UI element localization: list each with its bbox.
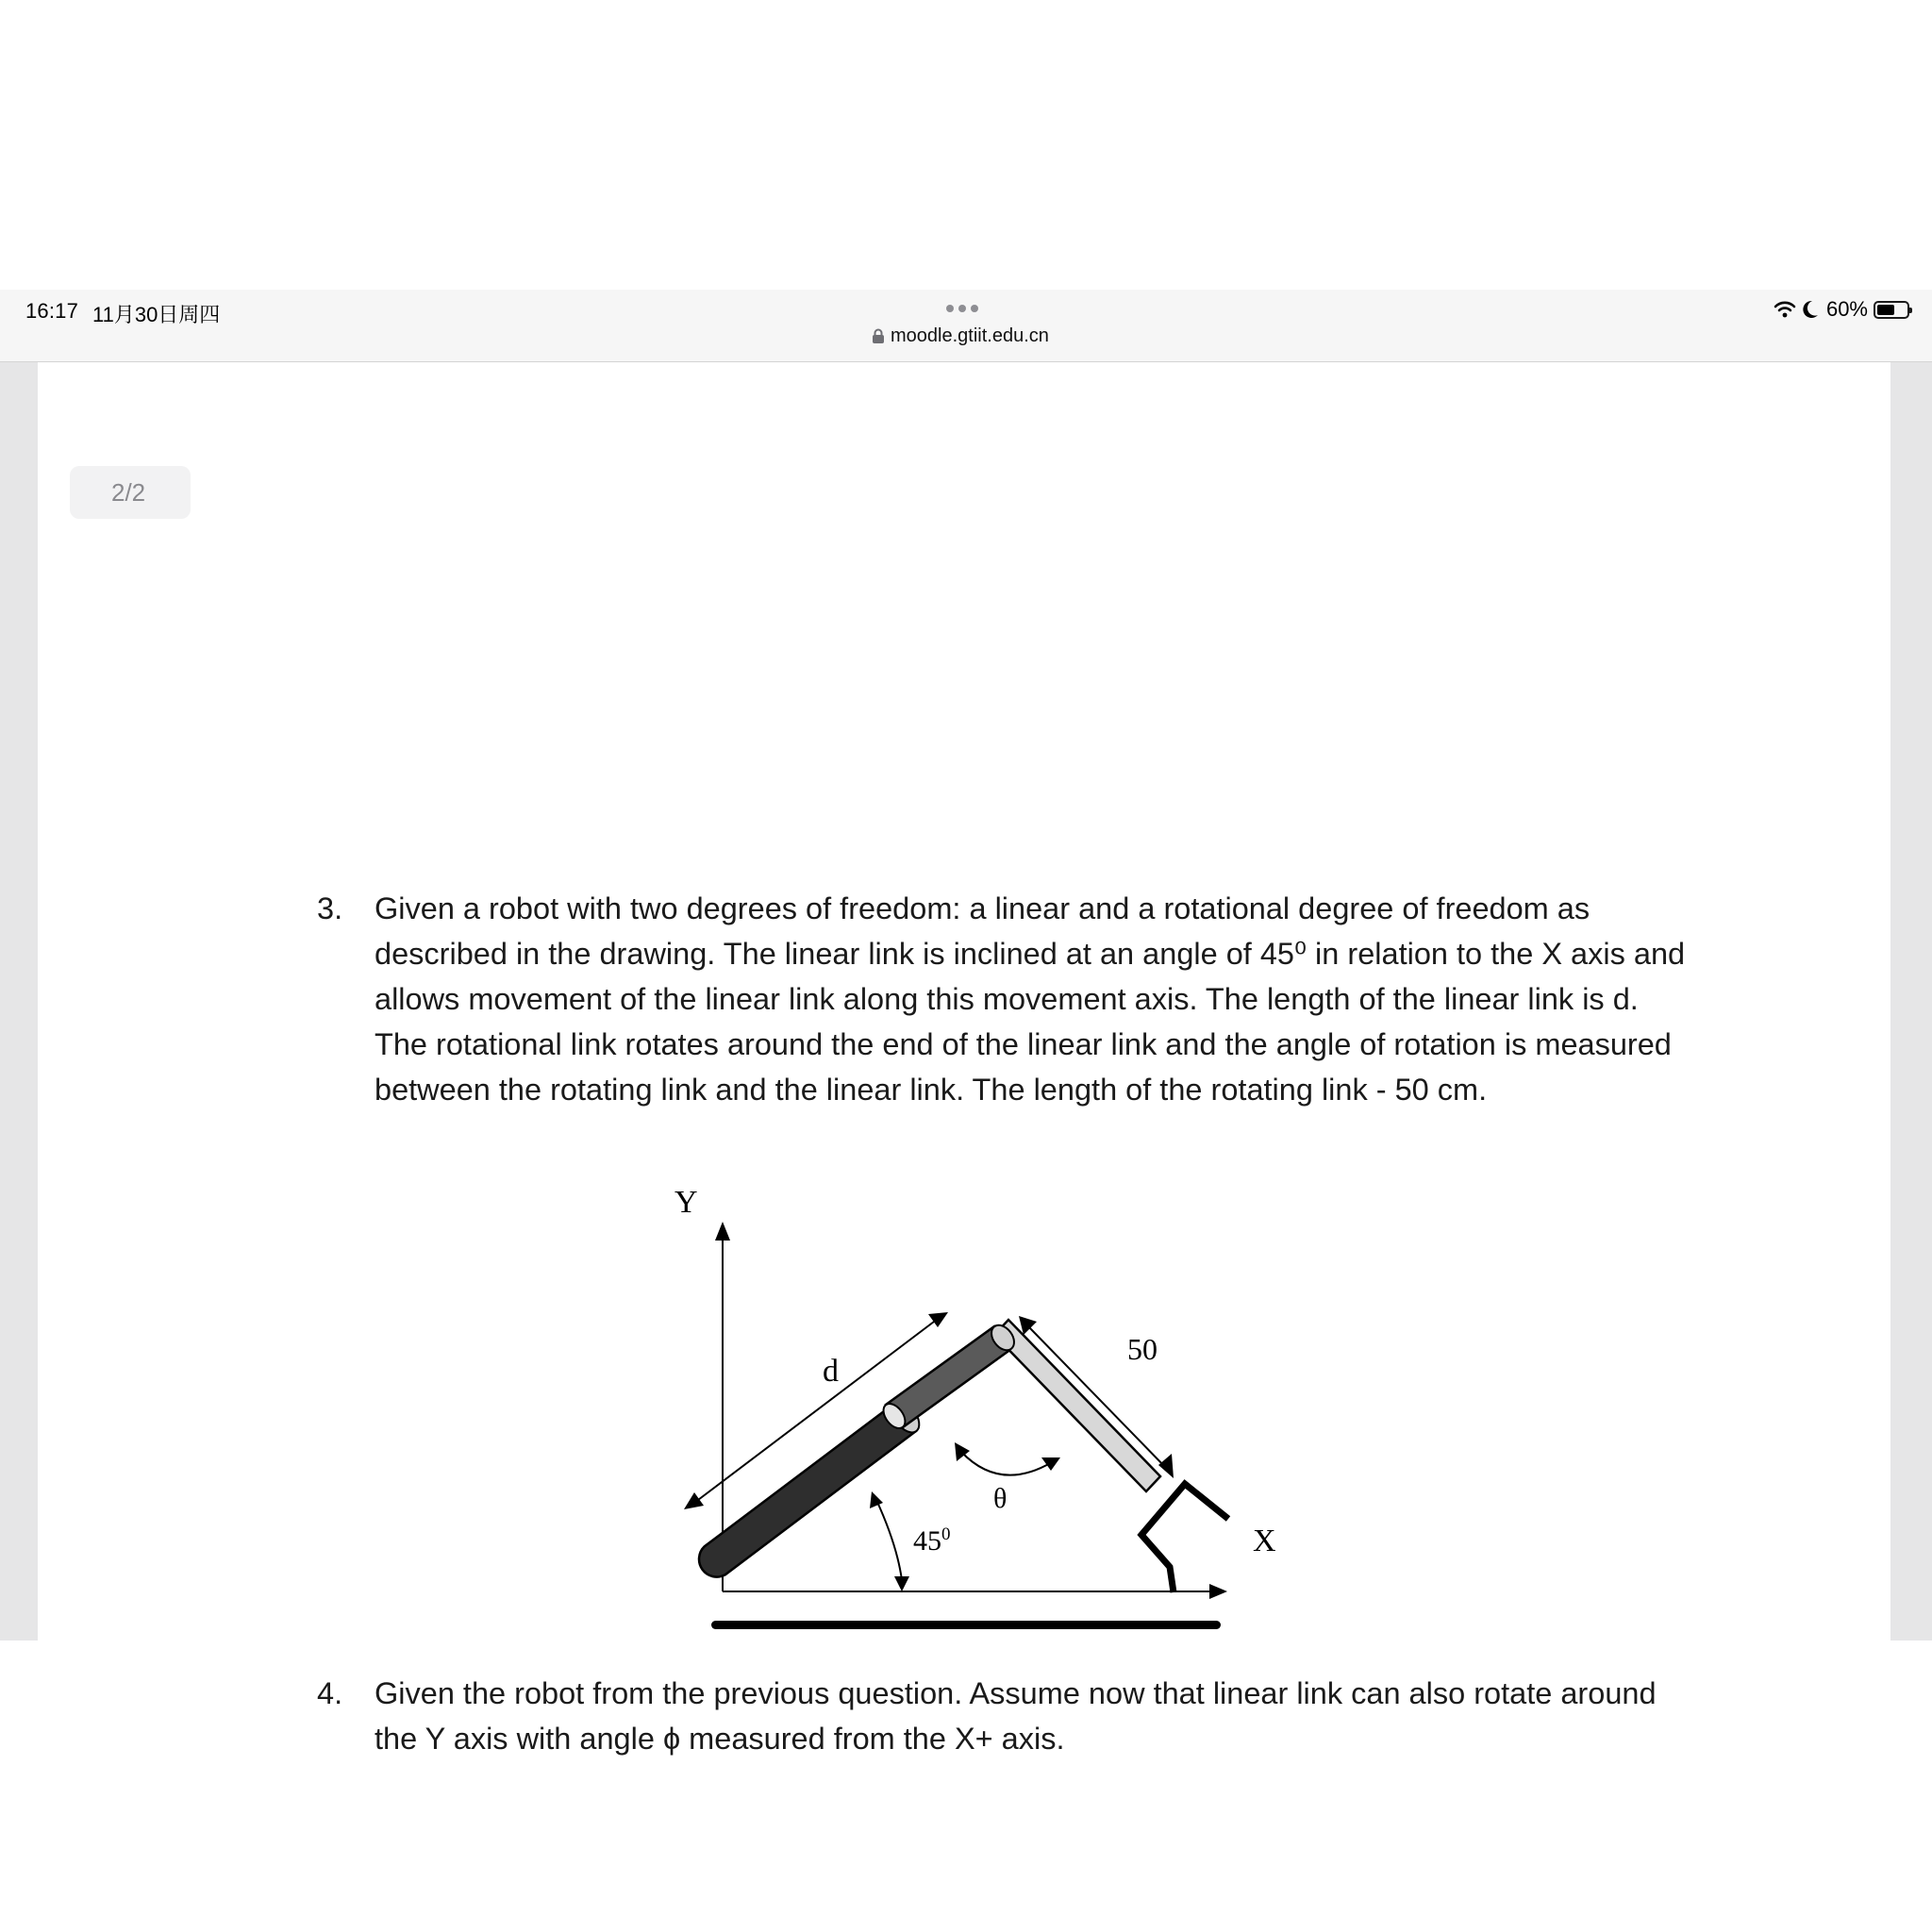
battery-percentage: 60%: [1825, 297, 1868, 321]
question-text: Given a robot with two degrees of freedom: a linear and a rotational degree of freedom as described in the drawing. The linear link is inclined at an angle of 45⁰ in relation to the X axis and allows movement of the linear link along this movement axis. The length of the linear link is d. The rotational link rotates around the end of the linear link and the angle of rotation is measured between the rotating link and the linear link. The length of the rotating link - 50 cm.: [375, 891, 1686, 1107]
d-label: d: [823, 1354, 839, 1389]
question-number: 4.: [317, 1676, 343, 1710]
status-date: 11月30日周四: [92, 303, 221, 326]
lock-icon: [872, 328, 885, 344]
gripper: [1141, 1484, 1228, 1592]
theta-label: θ: [993, 1483, 1008, 1514]
angle-arc: [870, 1491, 909, 1591]
battery-fill: [1877, 305, 1894, 315]
ipad-screen: [0, 290, 1932, 1756]
x-axis-label: X: [1253, 1524, 1276, 1558]
length-label: 50: [1127, 1332, 1158, 1366]
linear-link-extension: [879, 1326, 1011, 1432]
y-axis-label: Y: [675, 1185, 698, 1220]
robot-diagram: [641, 1184, 1283, 1618]
address-bar[interactable]: [872, 325, 1049, 347]
url-text: moodle.gtiit.edu.cn: [891, 325, 1049, 346]
wifi-icon: [1774, 301, 1796, 318]
question-text: Given the robot from the previous question. Assume now that linear link can also rotate around the Y axis with angle ϕ measured from the X+ axis.: [375, 1676, 1657, 1756]
moon-icon: [1802, 300, 1819, 319]
angle-label: $45^0$: [913, 1524, 951, 1557]
page-indicator: 2/2: [70, 466, 191, 519]
angle-superscript: 0: [941, 1524, 951, 1544]
x-axis: [723, 1584, 1227, 1599]
theta-arc: [955, 1442, 1060, 1475]
question-number: 3.: [317, 891, 343, 925]
status-bar: [0, 290, 1932, 362]
home-indicator[interactable]: [711, 1621, 1221, 1629]
status-time: 16:17: [25, 299, 79, 323]
battery-icon: [1874, 301, 1909, 319]
more-options-icon[interactable]: [946, 305, 978, 312]
status-indicators: [1774, 297, 1909, 322]
